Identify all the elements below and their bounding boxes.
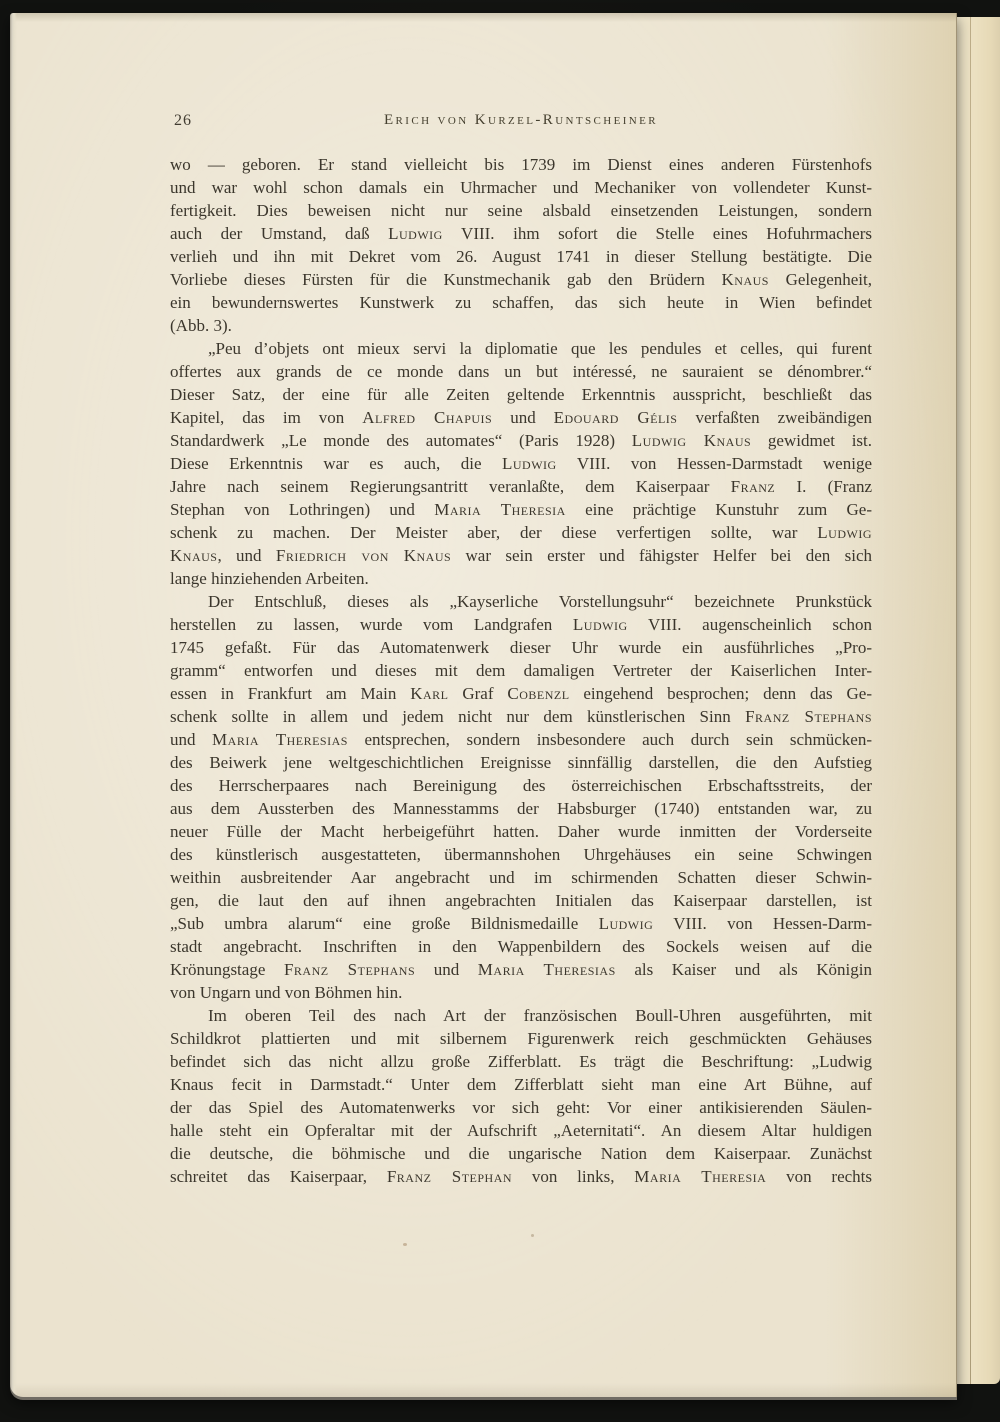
text-run: stadt angebracht. Inschriften in den Wappenbildern des Sockels weisen auf die [170, 937, 872, 956]
text-run: Krönungstage [170, 960, 284, 979]
text-line [170, 912, 872, 935]
text-run: Der Entschluß, dieses als „Kayserliche Vorstellungsuhr“ bezeichnete Prunkstück [208, 592, 872, 611]
text-line [170, 705, 872, 728]
text-line [170, 981, 872, 1004]
smallcaps-name: Knaus [170, 546, 218, 565]
text-line [170, 1027, 872, 1050]
text-line [170, 1050, 872, 1073]
text-line [170, 452, 872, 475]
smallcaps-name: Franz Stephans [745, 707, 872, 726]
text-run: VIII. von Hessen-Darmstadt wenige [556, 454, 872, 473]
text-run: gramm“ entworfen und dieses mit dem damaligen Vertreter der Kaiserlichen Inter- [170, 661, 872, 680]
text-line [170, 1073, 872, 1096]
text-run: des Herrscherpaares nach Bereinigung des österreichischen Erbschaftsstreits, der [170, 776, 872, 795]
text-run: des künstlerisch ausgestatteten, übermannshohen Uhrgehäuses ein seine Schwingen [170, 845, 872, 864]
text-run: I. (Franz [775, 477, 872, 496]
text-run: offertes aux grands de ce monde dans un but intéressé, ne sauraient se dénombrer.“ [170, 362, 872, 381]
text-run: wo — geboren. Er stand vielleicht bis 1739 im Dienst eines anderen Fürstenhofs [170, 155, 872, 174]
text-run: und [492, 408, 554, 427]
adjacent-page-edge [955, 17, 1000, 1384]
gutter-crease [970, 17, 971, 1384]
text-run: Kapitel, das im von [170, 408, 363, 427]
text-run: Im oberen Teil des nach Art der französischen Boull-Uhren ausgeführten, mit [208, 1006, 872, 1025]
scan-speck [403, 1243, 407, 1246]
text-run: weithin ausbreitender Aar angebracht und im schirmenden Schatten dieser Schwin- [170, 868, 872, 887]
text-run: , und [217, 546, 276, 565]
text-line [170, 498, 872, 521]
text-run: Schildkrot plattierten und mit silbernem Figurenwerk reich geschmückten Gehäuses [170, 1029, 872, 1048]
text-run: Gelegenheit, [768, 270, 872, 289]
scan-speck [531, 1234, 534, 1237]
text-line [170, 521, 872, 544]
text-run: verlieh und ihn mit Dekret vom 26. August 1741 in dieser Stellung bestätigte. Die [170, 247, 872, 266]
smallcaps-name: Ludwig [572, 615, 628, 634]
text-line [170, 866, 872, 889]
page-content [170, 112, 872, 1188]
smallcaps-name: Cobenzl [507, 684, 570, 703]
text-run: schenk zu machen. Der Meister aber, der diese verfertigen sollte, war [170, 523, 818, 542]
text-line [170, 360, 872, 383]
text-run: schreitet das Kaiserpaar, [170, 1167, 387, 1186]
text-run: aus dem Aussterben des Mannesstamms der Habsburger (1740) entstanden war, zu [170, 799, 872, 818]
text-line [170, 337, 872, 360]
text-line [170, 383, 872, 406]
text-run: „Peu d’objets ont mieux servi la diplomatie que les pendules et celles, qui furent [208, 339, 872, 358]
running-title: Erich von Kurzel-Runtscheiner [383, 112, 659, 128]
page-number: 26 [174, 112, 192, 129]
text-line [170, 889, 872, 912]
text-line [170, 429, 872, 452]
text-run: Jahre nach seinem Regierungsantritt veranlaßte, dem Kaiserpaar [170, 477, 731, 496]
text-line [170, 659, 872, 682]
text-run: von Ungarn und von Böhmen hin. [170, 983, 403, 1002]
text-run: eingehend besprochen; denn das Ge- [569, 684, 873, 703]
smallcaps-name: Ludwig [817, 523, 872, 542]
text-run: war sein erster und fähigster Helfer bei den sich [451, 546, 872, 565]
text-run: schenk sollte in allem und jedem nicht nur dem künstlerischen Sinn [170, 707, 746, 726]
text-line [170, 682, 872, 705]
paragraph [170, 590, 872, 1004]
text-line [170, 291, 872, 314]
text-line [170, 590, 872, 613]
text-run: (Abb. 3). [170, 316, 232, 335]
text-line [170, 245, 872, 268]
text-line [170, 958, 872, 981]
text-run: Vorliebe dieses Fürsten für die Kunstmechanik gab den Brüdern [170, 270, 722, 289]
body-text [170, 153, 872, 1188]
smallcaps-name: Karl [410, 684, 449, 703]
paragraph [170, 1004, 872, 1188]
text-run: ein bewundernswertes Kunstwerk zu schaffen, das sich heute in Wien befindet [170, 293, 872, 312]
text-line [170, 797, 872, 820]
text-run: gewidmet ist. [751, 431, 873, 450]
smallcaps-name: Ludwig Knaus [631, 431, 752, 450]
text-line [170, 199, 872, 222]
text-line [170, 820, 872, 843]
text-line [170, 475, 872, 498]
text-run: eine prächtige Kunstuhr zum Ge- [565, 500, 872, 519]
smallcaps-name: Edouard Gélis [553, 408, 678, 427]
text-line [170, 751, 872, 774]
text-run: halle steht ein Opferaltar mit der Aufschrift „Aeternitati“. An diesem Altar huldigen [170, 1121, 872, 1140]
text-run: lange hinziehenden Arbeiten. [170, 569, 369, 588]
text-run: und [415, 960, 478, 979]
text-run: herstellen zu lassen, wurde vom Landgrafen [170, 615, 573, 634]
text-run: Graf [448, 684, 508, 703]
smallcaps-name: Maria Theresia [634, 1167, 767, 1186]
text-run: gen, die laut den auf ihnen angebrachten Initialen das Kaiserpaar darstellen, ist [170, 891, 872, 910]
text-run: fertigkeit. Dies beweisen nicht nur seine alsbald einsetzenden Leistungen, sondern [170, 201, 872, 220]
text-run: befindet sich das nicht allzu große Zifferblatt. Es trägt die Beschriftung: „Ludwig [170, 1052, 872, 1071]
text-run: entsprechen, sondern insbesondere auch durch sein schmücken- [347, 730, 873, 749]
text-line [170, 406, 872, 429]
smallcaps-name: Maria Theresia [434, 500, 566, 519]
text-run: Knaus fecit in Darmstadt.“ Unter dem Zifferblatt sieht man eine Art Bühne, auf [170, 1075, 872, 1094]
text-line [170, 613, 872, 636]
text-line [170, 728, 872, 751]
text-line [170, 268, 872, 291]
text-run: VIII. augenscheinlich schon [627, 615, 872, 634]
text-run: und [170, 730, 213, 749]
text-run: der das Spiel des Automatenwerks vor sich geht: Vor einer antikisierenden Säulen- [170, 1098, 872, 1117]
text-run: Diese Erkenntnis war es auch, die [170, 454, 502, 473]
text-run: von links, [512, 1167, 635, 1186]
text-run: als Kaiser und als Königin [615, 960, 873, 979]
paragraph [170, 337, 872, 590]
text-run: „Sub umbra alarum“ eine große Bildnismedaille [170, 914, 599, 933]
text-run: VIII. ihm sofort die Stelle eines Hofuhrmachers [442, 224, 872, 243]
text-line [170, 1004, 872, 1027]
text-line [170, 176, 872, 199]
smallcaps-name: Franz Stephans [283, 960, 416, 979]
text-line [170, 1096, 872, 1119]
page-header [170, 112, 872, 132]
text-run: von rechts [766, 1167, 872, 1186]
text-run: essen in Frankfurt am Main [170, 684, 411, 703]
smallcaps-name: Ludwig [388, 224, 443, 243]
text-run: auch der Umstand, daß [170, 224, 389, 243]
text-run: Standardwerk „Le monde des automates“ (Paris 1928) [170, 431, 632, 450]
smallcaps-name: Alfred Chapuis [362, 408, 493, 427]
text-line [170, 843, 872, 866]
text-run: Dieser Satz, der eine für alle Zeiten geltende Erkenntnis ausspricht, beschließt das [170, 385, 872, 404]
text-run: Stephan von Lothringen) und [170, 500, 435, 519]
text-run: VIII. von Hessen-Darm- [653, 914, 872, 933]
book-page [10, 13, 957, 1397]
text-line [170, 222, 872, 245]
text-run: 1745 gefaßt. Für das Automatenwerk dieser Uhr wurde ein ausführliches „Pro- [170, 638, 872, 657]
text-line [170, 567, 872, 590]
smallcaps-name: Friedrich von Knaus [275, 546, 452, 565]
text-line [170, 636, 872, 659]
smallcaps-name: Maria Theresias [477, 960, 616, 979]
text-line [170, 1165, 872, 1188]
text-line [170, 153, 872, 176]
text-line [170, 1142, 872, 1165]
text-line [170, 544, 872, 567]
text-line [170, 1119, 872, 1142]
smallcaps-name: Franz Stephan [386, 1167, 513, 1186]
smallcaps-name: Ludwig [501, 454, 557, 473]
smallcaps-name: Ludwig [598, 914, 654, 933]
text-line [170, 774, 872, 797]
text-line [170, 935, 872, 958]
smallcaps-name: Franz [730, 477, 776, 496]
text-run: neuer Fülle der Macht herbeigeführt hatten. Daher wurde inmitten der Vorderseite [170, 822, 872, 841]
paragraph [170, 153, 872, 337]
text-run: des Beiwerk jene weltgeschichtlichen Ereignisse sinnfällig darstellen, die den Aufstieg [170, 753, 872, 772]
smallcaps-name: Knaus [721, 270, 769, 289]
smallcaps-name: Maria Theresias [212, 730, 348, 749]
text-line [170, 314, 872, 337]
text-run: die deutsche, die böhmische und die ungarische Nation dem Kaiserpaar. Zunächst [170, 1144, 872, 1163]
text-run: verfaßten zweibändigen [677, 408, 872, 427]
text-run: und war wohl schon damals ein Uhrmacher und Mechaniker von vollendeter Kunst- [170, 178, 872, 197]
